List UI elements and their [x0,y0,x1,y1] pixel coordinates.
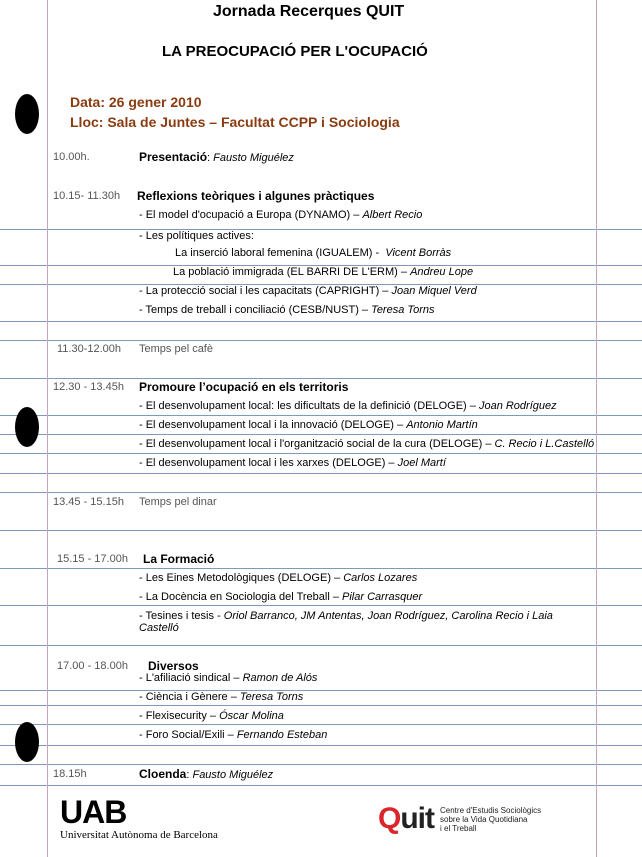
time-session1: 10.15- 11.30h [53,190,121,202]
list-item: - Les polítiques actives: [139,230,254,242]
binder-hole-icon [15,94,39,134]
cloenda-person: Fausto Miguélez [192,769,274,781]
list-item: - L'afiliació sindical – Ramon de Alós [139,672,318,684]
time-session3: 15.15 - 17.00h [57,553,128,565]
presentacio-person: Fausto Miguélez [213,152,294,164]
cloenda-row [139,767,273,781]
quit-logo [378,804,541,834]
list-item: - La Docència en Sociologia del Treball – Pilar Carrasquer [139,591,423,603]
binder-hole-icon [15,722,39,762]
uab-logo-name: Universitat Autònoma de Barcelona [60,829,218,841]
list-item: - El desenvolupament local: les dificultats de la definició (DELOGE) – Joan Rodríguez [139,400,557,412]
cloenda-sep: : [186,769,190,781]
list-item: La població immigrada (EL BARRI DE L'ERM) – Andreu Lope [173,266,474,278]
page-title: LA PREOCUPACIÓ PER L'OCUPACIÓ [162,43,428,60]
quit-logo-subtitle: Centre d'Estudis Sociològics sobre la Vida Quotidiana i el Treball [440,805,542,833]
margin-line-right [596,0,597,857]
time-cloenda: 18.15h [53,768,87,780]
presentacio-sep: : [207,152,211,164]
list-item: - Tesines i tesis - Oriol Barranco, JM Antentas, Joan Rodríguez, Carolina Recio i Laia [139,610,553,622]
list-item-continuation: Castelló [139,622,179,634]
time-session4: 17.00 - 18.00h [57,660,128,672]
uab-logo-letters: UAB [60,794,127,830]
event-place: Lloc: Sala de Juntes – Facultat CCPP i Sociologia [70,114,400,130]
list-item: - El desenvolupament local i la innovació (DELOGE) – Antonio Martín [139,419,478,431]
event-date: Data: 26 gener 2010 [70,94,202,110]
time-break2: 13.45 - 15.15h [53,496,124,508]
session1-title: Reflexions teòriques i algunes pràctiques [137,189,375,203]
break2-label: Temps pel dinar [139,496,217,508]
break1-label: Temps pel cafè [139,343,213,355]
session3-title: La Formació [143,552,215,566]
binder-hole-icon [15,407,39,447]
list-item: - Ciència i Gènere – Teresa Torns [139,691,304,703]
cloenda-label: Cloenda [139,767,187,781]
event-title: Jornada Recerques QUIT [213,3,405,20]
list-item: - Flexisecurity – Óscar Molina [139,710,284,722]
list-item: - El desenvolupament local i l'organització social de la cura (DELOGE) – C. Recio i L.Castelló [139,438,595,450]
list-item: - Les Eines Metodològiques (DELOGE) – Carlos Lozares [139,572,418,584]
list-item: - Foro Social/Exili – Fernando Esteban [139,729,328,741]
presentacio-row [139,150,294,164]
presentacio-label: Presentació [139,150,208,164]
session4-title: Diversos [148,659,199,673]
list-item: La inserció laboral femenina (IGUALEM) - Vicent Borràs [175,247,452,259]
quit-logo-word: Quit [378,802,434,835]
session2-title: Promoure l’ocupació en els territoris [139,380,349,394]
list-item: - El desenvolupament local i les xarxes (DELOGE) – Joel Martí [139,457,446,469]
list-item: - El model d'ocupació a Europa (DYNAMO) – Albert Recio [139,209,423,221]
time-session2: 12.30 - 13.45h [53,381,124,393]
uab-logo [60,796,218,841]
list-item: - Temps de treball i conciliació (CESB/NUST) – Teresa Torns [139,304,435,316]
time-presentacio: 10.00h. [53,151,90,163]
time-break1: 11.30-12.00h [57,343,122,355]
list-item: - La protecció social i les capacitats (CAPRIGHT) – Joan Miquel Verd [139,285,477,297]
margin-line-left [47,0,48,857]
